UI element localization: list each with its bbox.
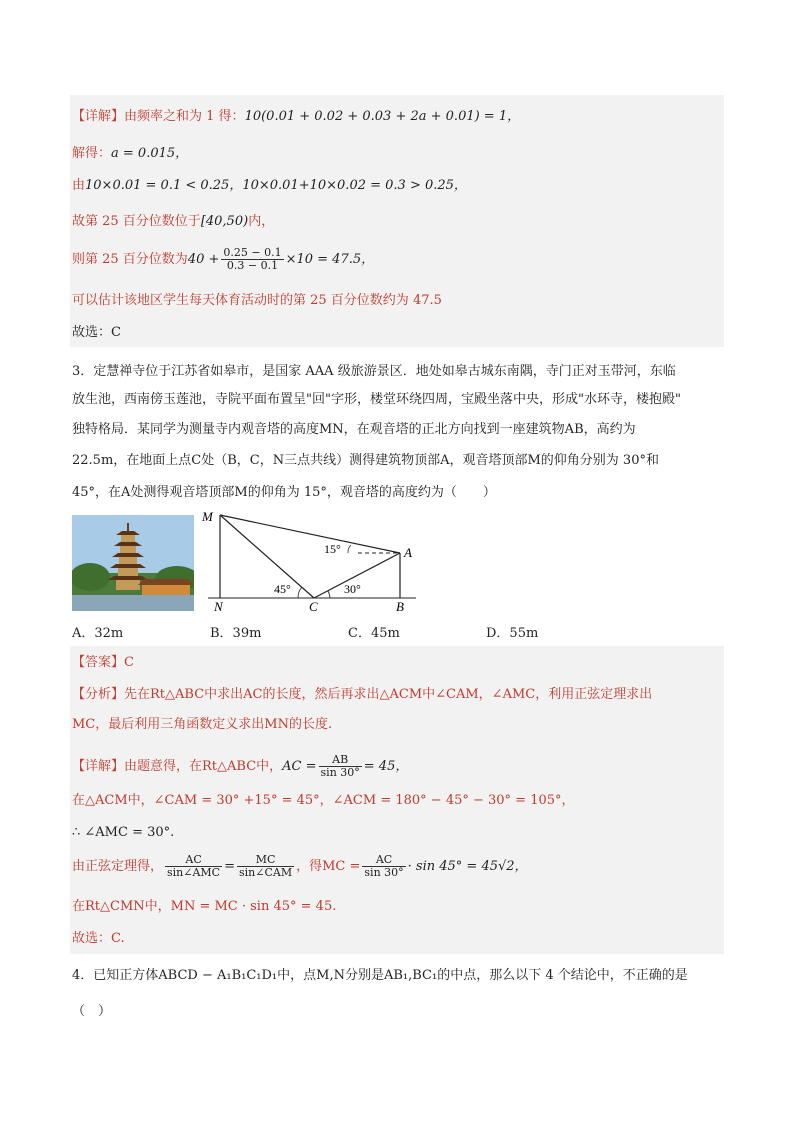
- fraction-denominator: sin∠AMC: [167, 866, 221, 879]
- label-A: A: [404, 545, 412, 560]
- percentile-pre: 40 +: [187, 252, 220, 267]
- label-angle-15: 15°: [324, 542, 341, 556]
- detail-line-4: [72, 852, 528, 882]
- analysis-text-1: 先在Rt△ABC中求出AC的长度，然后再求出△ACM中∠CAM，∠AMC，利用正弦定理求出: [124, 687, 653, 702]
- detail-tag-3: 【详解】: [72, 759, 125, 774]
- analysis-line-2: MC，最后利用三角函数定义求出MN的长度.: [72, 717, 333, 732]
- fraction-denominator: sin 30°: [364, 866, 404, 879]
- analysis-line-1: [72, 686, 652, 704]
- sol2-line-6: 可以估计该地区学生每天体育活动时的第 25 百分位数约为 47.5: [72, 293, 442, 308]
- detail-line-3: ∴ ∠AMC = 30°.: [72, 825, 175, 840]
- percentile-text: 则第 25 百分位数为: [72, 252, 188, 267]
- sine-equals: =: [224, 859, 236, 874]
- segment-MC: [220, 515, 314, 598]
- label-angle-45: 45°: [274, 582, 291, 596]
- arc-45: [298, 587, 302, 598]
- sine-law-text: 由正弦定理得，: [72, 859, 164, 874]
- sol2-line-4: [72, 213, 274, 231]
- q4-line-1: 4．已知正方体ABCD − A₁B₁C₁D₁中，点M,N分别是AB₁,BC₁的中点，那么以下 4 个结论中，不正确的是: [72, 968, 688, 983]
- arc-15: [348, 545, 351, 553]
- detail-line-6: 故选：C.: [72, 931, 125, 946]
- fraction-denominator: 0.3 − 0.1: [226, 259, 279, 272]
- detail-line-2: 在△ACM中，∠CAM = 30° +15° = 45°，∠ACM = 180° − 45° − 30° = 105°，: [72, 793, 575, 808]
- option-b: B．39m: [210, 626, 262, 641]
- mc-fraction: [362, 854, 405, 879]
- q3-line-5: 45°，在A处测得观音塔顶部M的仰角为 15°，观音塔的高度约为（ ）: [72, 485, 496, 500]
- arc-30: [328, 591, 330, 598]
- detail-line-1: [72, 752, 408, 782]
- answer-line: [72, 654, 134, 672]
- sine-fraction-2: [237, 854, 294, 879]
- label-angle-30: 30°: [344, 582, 361, 596]
- percentile-fraction: [221, 247, 283, 272]
- pagoda-illustration: [72, 515, 194, 611]
- sol2-line-7: 故选：C: [72, 325, 121, 340]
- ac-pre: AC =: [282, 759, 317, 774]
- from-label: 由: [72, 178, 86, 193]
- sol2-line-2: [72, 145, 188, 163]
- fraction-numerator: AC: [362, 854, 405, 867]
- detail-text: 由频率之和为 1 得：: [124, 109, 245, 124]
- label-M: M: [202, 509, 213, 524]
- q3-line-1: 3．定慧禅寺位于江苏省如皋市，是国家 AAA 级旅游景区．地处如皋古城东南隅，寺门正对玉带河，东临: [72, 364, 676, 379]
- fraction-numerator: AB: [319, 754, 362, 767]
- option-a: A．32m: [72, 626, 124, 641]
- cumulative-calc: 10×0.01 = 0.1 < 0.25，10×0.01+10×0.02 = 0.3 > 0.25，: [85, 178, 467, 193]
- detail-line-5: 在Rt△CMN中，MN = MC · sin 45° = 45.: [72, 899, 337, 914]
- q4-line-2: （ ）: [72, 1004, 112, 1019]
- pagoda-photo: [72, 515, 194, 611]
- answer-value: C: [124, 655, 134, 670]
- fraction-numerator: MC: [237, 854, 294, 867]
- percentile-post: ×10 = 47.5，: [285, 252, 375, 267]
- geometry-diagram: [198, 505, 423, 621]
- ac-post: = 45，: [363, 759, 409, 774]
- segment-MA: [220, 515, 400, 553]
- label-N: N: [214, 599, 223, 614]
- mc-post: · sin 45° = 45√2，: [407, 859, 528, 874]
- q3-line-3: 独特格局．某同学为测量寺内观音塔的高度MN，在观音塔的正北方向找到一座建筑物AB，高约为: [72, 422, 636, 437]
- a-value: a = 0.015，: [111, 146, 189, 161]
- fraction-numerator: 0.25 − 0.1: [223, 246, 282, 259]
- interval-tail: 内，: [248, 214, 275, 229]
- sum-equation: 10(0.01 + 0.02 + 0.03 + 2a + 0.01) = 1，: [244, 109, 521, 124]
- sine-fraction-1: [165, 854, 222, 879]
- interval-text: 故第 25 百分位数位于: [72, 214, 201, 229]
- sol2-line-1: [72, 108, 520, 126]
- mc-mid: ，得MC =: [296, 859, 361, 874]
- fraction-denominator: sin∠CAM: [239, 866, 293, 879]
- fraction-denominator: sin 30°: [320, 766, 360, 779]
- option-d: D．55m: [486, 626, 539, 641]
- solve-label: 解得：: [72, 146, 112, 161]
- label-B: B: [396, 599, 404, 614]
- detail-text-1: 由题意得，在Rt△ABC中，: [124, 759, 283, 774]
- answer-tag: 【答案】: [72, 655, 125, 670]
- q3-line-4: 22.5m，在地面上点C处（B，C，N三点共线）测得建筑物顶部A，观音塔顶部M的仰角分别为 30°和: [72, 453, 659, 468]
- q3-line-2: 放生池，西南傍玉莲池，寺院平面布置呈"回"字形，楼堂环绕四周，宝殿坐落中央，形成"水环寺，楼抱殿": [72, 392, 681, 407]
- detail-tag: 【详解】: [72, 109, 125, 124]
- label-C: C: [309, 599, 318, 614]
- ac-fraction: [319, 754, 362, 779]
- interval: [40,50): [200, 214, 249, 229]
- sol2-line-3: [72, 177, 467, 195]
- sol2-line-5: [72, 245, 374, 275]
- fraction-numerator: AC: [165, 854, 222, 867]
- option-c: C．45m: [348, 626, 400, 641]
- analysis-tag: 【分析】: [72, 687, 125, 702]
